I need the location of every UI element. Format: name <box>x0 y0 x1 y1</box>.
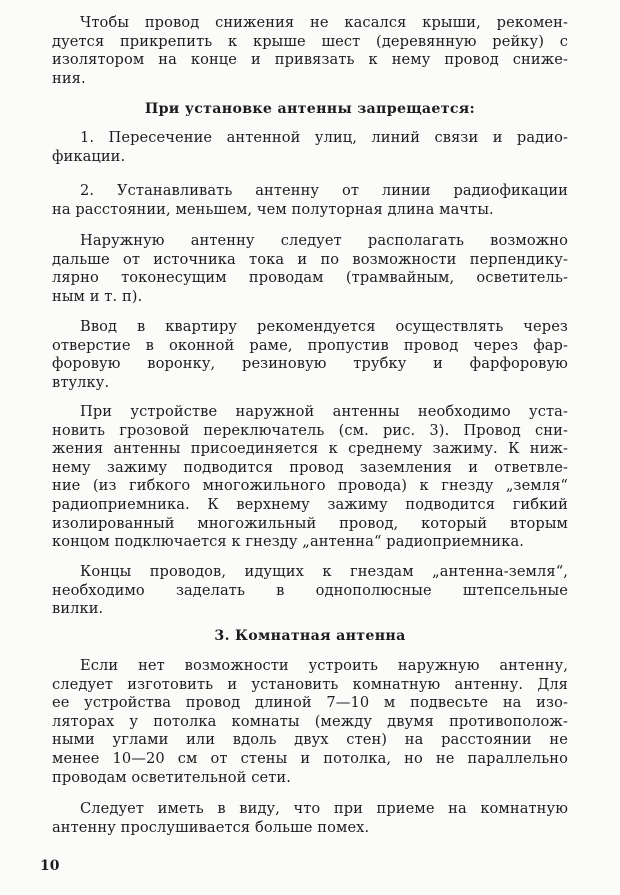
text-line: отверстие в оконной раме, пропустив провод через фар- <box>52 336 568 354</box>
paragraph-lead-in-roof <box>52 14 568 88</box>
page-number: 10 <box>40 858 60 874</box>
text-line: 1. Пересечение антенной улиц, линий связи и радио- <box>80 129 568 146</box>
text-line: изолированный многожильный провод, который вторым <box>52 514 568 532</box>
text-line: концом подключается к гнезду „антенна“ радиоприемника. <box>52 533 525 551</box>
text-line: следует изготовить и установить комнатную антенну. Для <box>52 675 568 693</box>
text-line: ным и т. п). <box>52 287 143 305</box>
list-item-forbidden-2 <box>52 182 568 219</box>
text-line: жения антенны присоединяется к среднему зажиму. К ниж- <box>52 440 568 458</box>
heading-room-antenna: 3. Комнатная антенна <box>214 628 406 644</box>
text-line: ние (из гибкого многожильного провода) к гнезду „земля“ <box>52 477 568 495</box>
paragraph-interference <box>52 800 568 837</box>
text-line: Следует иметь в виду, что при приеме на комнатную <box>80 800 568 817</box>
text-line: дальше от источника тока и по возможности перпендику- <box>52 250 568 268</box>
text-line: втулку. <box>52 373 110 391</box>
text-line: ляторах у потолка комнаты (между двумя противополож- <box>52 712 568 730</box>
heading-forbidden: При установке антенны запрещается: <box>144 101 476 117</box>
text-line: Ввод в квартиру рекомендуется осуществлять через <box>80 318 568 335</box>
text-line: При устройстве наружной антенны необходимо уста- <box>80 403 568 420</box>
text-line: ее устройства провод длиной 7—10 м подвесьте на изо- <box>52 694 568 712</box>
text-line: 2. Устанавливать антенну от линии радиофикации <box>80 182 568 199</box>
text-line: менее 10—20 см от стены и потолка, но не параллельно <box>52 749 568 767</box>
text-line: Если нет возможности устроить наружную антенну, <box>80 657 568 674</box>
text-line: ния. <box>52 69 86 87</box>
list-item-forbidden-1 <box>52 129 568 166</box>
text-line: радиоприемника. К верхнему зажиму подводится гибкий <box>52 495 568 513</box>
paragraph-entry <box>52 318 568 392</box>
paragraph-wire-ends <box>52 563 568 619</box>
text-line: вилки. <box>52 600 104 618</box>
text-line: ными углами или вдоль двух стен) на расстоянии не <box>52 731 568 749</box>
text-line: фикации. <box>52 147 126 165</box>
text-line: лярно токонесущим проводам (трамвайным, осветитель- <box>52 269 568 287</box>
text-line: на расстоянии, меньшем, чем полуторная длина мачты. <box>52 200 494 218</box>
text-line: новить грозовой переключатель (см. рис. 3). Провод сни- <box>52 421 568 439</box>
text-line: Наружную антенну следует располагать возможно <box>80 232 568 249</box>
text-line: проводам осветительной сети. <box>52 768 292 786</box>
text-line: форовую воронку, резиновую трубку и фарфоровую <box>52 355 568 373</box>
paragraph-lightning-switch <box>52 403 568 552</box>
text-line: нему зажиму подводится провод заземления и ответвле- <box>52 458 568 476</box>
text-line: необходимо заделать в однополюсные штепсельные <box>52 581 568 599</box>
paragraph-outdoor-antenna <box>52 232 568 306</box>
paragraph-room-antenna <box>52 657 568 787</box>
text-line: дуется прикрепить к крыше шест (деревянную рейку) с <box>52 32 568 50</box>
text-line: антенну прослушивается больше помех. <box>52 818 370 836</box>
text-line: Чтобы провод снижения не касался крыши, рекомен- <box>80 14 568 31</box>
text-line: Концы проводов, идущих к гнездам „антенна-земля“, <box>80 563 568 580</box>
text-line: изолятором на конце и привязать к нему провод сниже- <box>52 51 568 69</box>
